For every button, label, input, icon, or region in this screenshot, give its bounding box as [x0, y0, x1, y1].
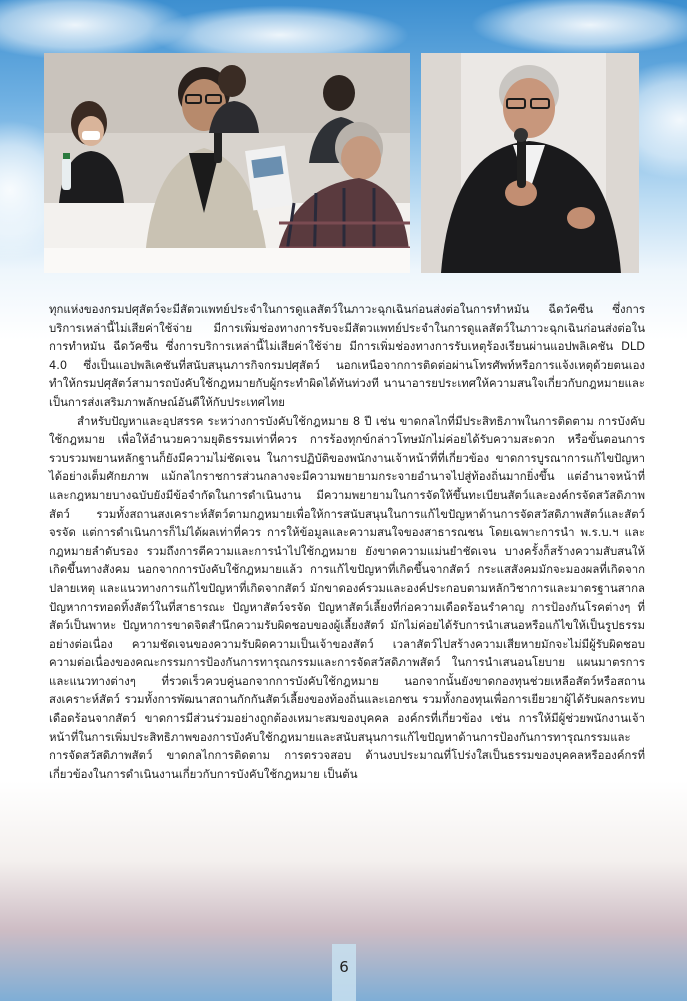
meeting-photo — [44, 53, 410, 273]
article-body — [49, 300, 645, 783]
speaker-photo — [421, 53, 639, 273]
cloud-decoration — [470, 0, 687, 55]
paragraph-2: สำหรับปัญหาและอุปสรรค ระหว่างการบังคับใช้กฎหมาย 8 ปี เช่น ขาดกลไกที่มีประสิทธิภาพในการติดตาม การบังคับใช้กฎหมาย เพื่อให้อำนวยความยุติธรรมเท่าที่ควร การร้องทุกข์กล่าวโทษมักไม่ค่อยได้รับความสะดวก หรือขั้นตอนการรวบรวมพยานหลักฐานก็ยังมีความไม่ชัดเจน ในการปฏิบัติของพนักงานเจ้าหน้าที่ที่เกี่ยวข้อง ขาดการบูรณาการแก้ไขปัญหา ได้อย่างเต็มศักยภาพ แม้กลไกราชการส่วนกลางจะมีความพยายามกระจายอำนาจไปสู่ท้องถิ่นมากยิ่งขึ้น แต่อำนาจหน้าที่และกฎหมายบางฉบับยังมีข้อจำกัดในการดำเนินงาน มีความพยายามในการจัดให้ขึ้นทะเบียนสัตว์และองค์กรจัดสวัสดิภาพสัตว์ รวมทั้งสถานสงเคราะห์สัตว์ตามกฎหมายเพื่อให้การสนับสนุนในการแก้ไขปัญหาด้านการจัดสวัสดิภาพสัตว์และสัตว์จรจัด แต่การดำเนินการก็ไม่ได้ผลเท่าที่ควร การให้ข้อมูลและความสนใจของสาธารณชน โดยเฉพาะการนำ พ.ร.บ.ฯ และกฎหมายลำดับรอง รวมถึงการตีความและการนำไปใช้กฎหมาย ยังขาดความแม่นยำชัดเจน บางครั้งก็สร้างความสับสนให้เกิดขึ้นทางสังคม นอกจากการบังคับใช้กฎหมายแล้ว การแก้ไขปัญหาที่เกิดขึ้นจากสัตว์ กระแสสังคมมักจะมองผลที่เกิดจากปลายเหตุ และแนวทางการแก้ไขปัญหาที่เกิดจากสัตว์ มักขาดองค์รวมและองค์ประกอบตามหลักวิชาการและมาตรฐานสากล ปัญหาการทอดทิ้งสัตว์ในที่สาธารณะ ปัญหาสัตว์จรจัด ปัญหาสัตว์เลี้ยงที่ก่อความเดือดร้อนรำคาญ การป้องกันโรคต่างๆ ที่สัตว์เป็นพาหะ ปัญหาการขาดจิตสำนึกความรับผิดชอบของผู้เลี้ยงสัตว์ มักไม่ค่อยได้รับการนำเสนอหรือแก้ไขให้เป็นรูปธรรมอย่างต่อเนื่อง ความชัดเจนของความรับผิดความเป็นเจ้าของสัตว์ เวลาสัตว์ไปสร้างความเสียหายมักจะไม่มีผู้รับผิดชอบ ความต่อเนื่องของคณะกรรมการป้องกันการทารุณกรรมและการจัดสวัสดิภาพสัตว์ ในการนำเสนอนโยบาย แผนมาตรการและแนวทางต่างๆ ที่รวดเร็วควบคู่นอกจากการบังคับใช้กฎหมาย นอกจากนั้นยังขาดกองทุนช่วยเหลือสัตว์หรือสถานสงเคราะห์สัตว์ รวมทั้งการพัฒนาสถานกักกันสัตว์เลี้ยงของท้องถิ่นและเอกชน รวมทั้งกองทุนเพื่อการเยียวยาผู้ได้รับผลกระทบเดือดร้อนจากสัตว์ ขาดการมีส่วนร่วมอย่างถูกต้องเหมาะสมของบุคคล องค์กรที่เกี่ยวข้อง เช่น การให้มีผู้ช่วยพนักงานเจ้าหน้าที่ในการเพิ่มประสิทธิภาพของการบังคับใช้กฎหมายและสนับสนุนการแก้ไขปัญหาด้านการป้องกันการทารุณกรรมและการจัดสวัสดิภาพสัตว์ ขาดกลไกการติดตาม การตรวจสอบ ด้านงบประมาณที่โปร่งใสเป็นธรรมของบุคคลหรือองค์กรที่เกี่ยวข้องในการดำเนินงานเกี่ยวกับการบังคับใช้กฎหมาย เป็นต้น — [49, 413, 645, 781]
page-number: 6 — [332, 944, 356, 1001]
paragraph-1: ทุกแห่งของกรมปศุสัตว์จะมีสัตวแพทย์ประจำในการดูแลสัตว์ในภาวะฉุกเฉินก่อนส่งต่อในการทำหมัน ฉีดวัคซีน ซึ่งการบริการเหล่านี้ไม่เสียค่าใช้จ่าย มีการเพิ่มช่องทางการรับจะมีสัตวแพทย์ประจำในการดูแลสัตว์ในภาวะฉุกเฉินก่อนส่งต่อในการทำหมัน ฉีดวัคซีน ซึ่งการบริการเหล่านี้ไม่เสียค่าใช้จ่าย มีการเพิ่มช่องทางการรับเหตุร้องเรียนผ่านแอปพลิเคชัน DLD 4.0 ซึ่งเป็นแอปพลิเคชันที่สนับสนุนภารกิจกรมปศุสัตว์ นอกเหนือจากการติดต่อผ่านโทรศัพท์หรือการแจ้งเหตุด้วยตนเอง ทำให้กรมปศุสัตว์สามารถบังคับใช้กฎหมายกับผู้กระทำผิดได้ทันท่วงที นานาอารยประเทศให้ความสนใจเกี่ยวกับกฎหมายและเป็นการส่งเสริมภาพลักษณ์อันดีให้กับประเทศไทย — [49, 302, 645, 409]
meeting-photo-illustration — [44, 53, 410, 273]
speaker-photo-illustration — [421, 53, 639, 273]
